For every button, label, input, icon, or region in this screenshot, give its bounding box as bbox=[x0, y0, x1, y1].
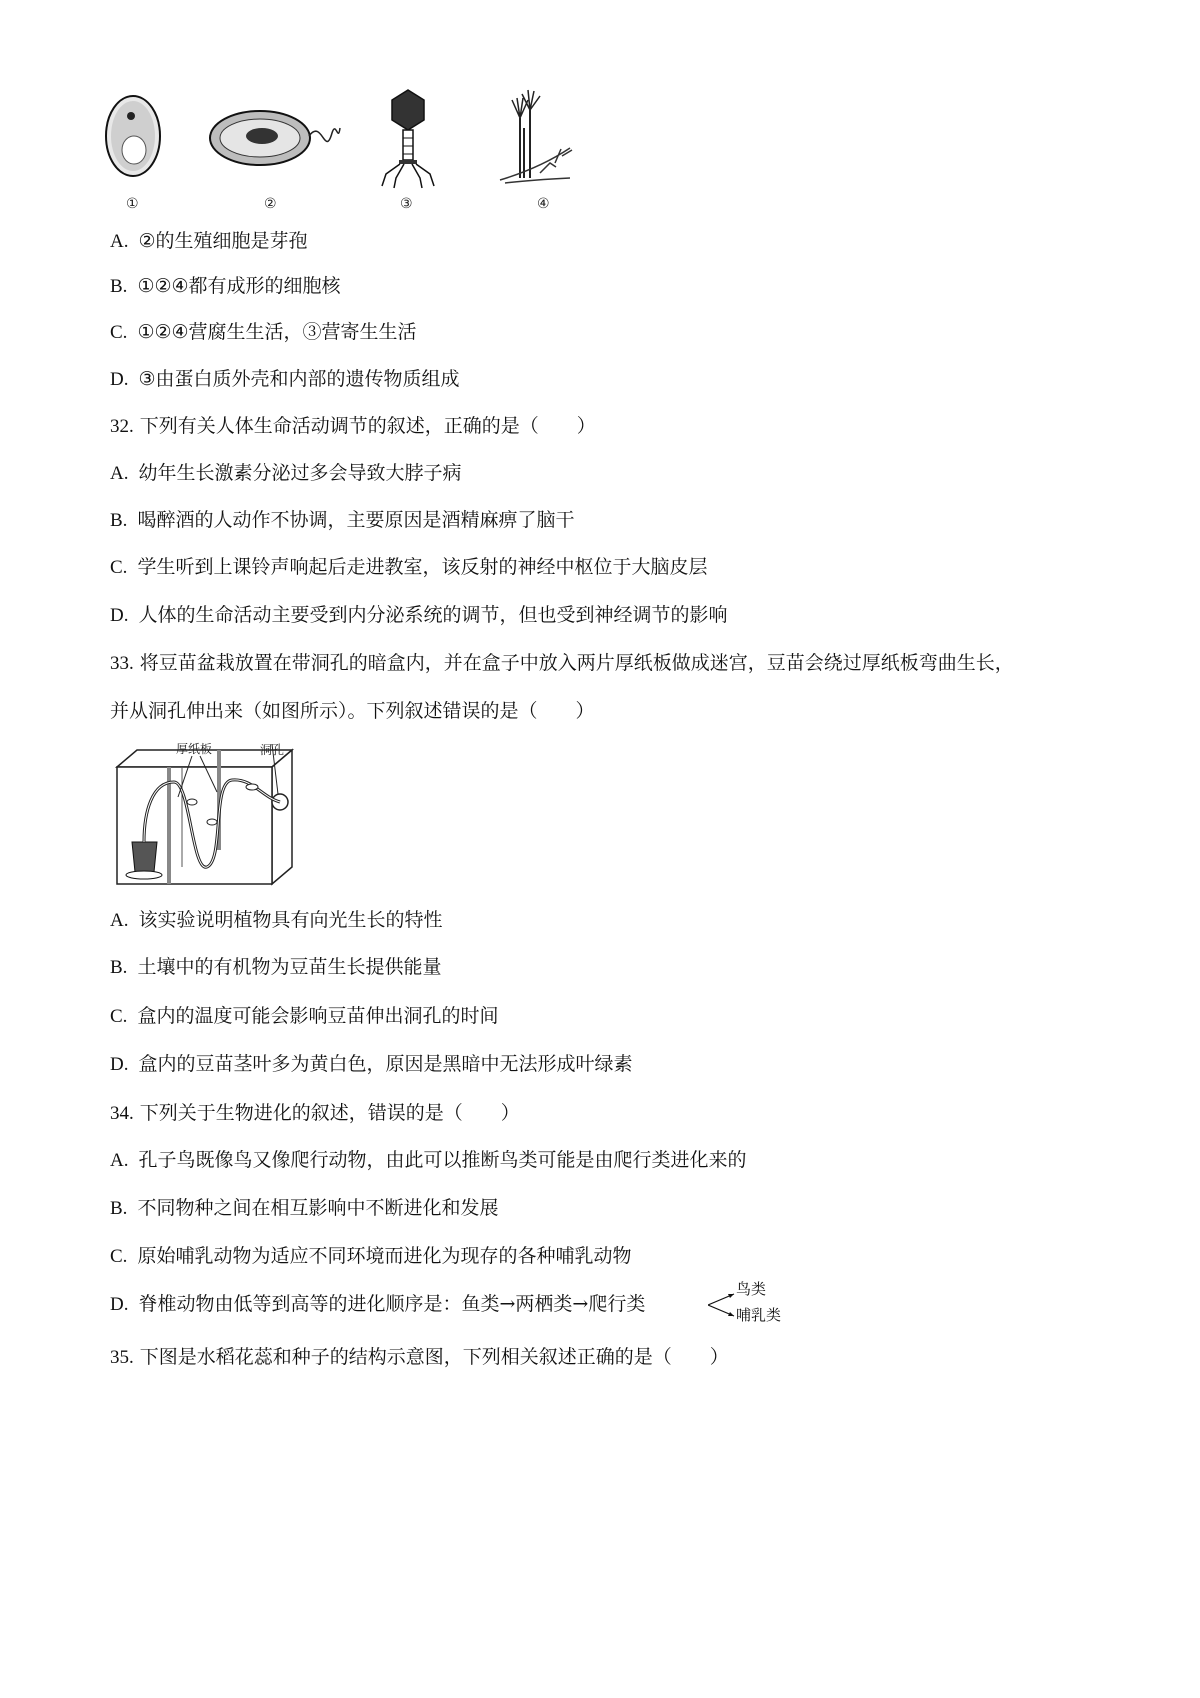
figure-label-4: ④ bbox=[537, 196, 550, 212]
q34-option-b: B. 不同物种之间在相互影响中不断进化和发展 bbox=[110, 1197, 499, 1219]
yeast-cell-image bbox=[106, 96, 160, 176]
figure-label-1: ① bbox=[126, 196, 139, 212]
q33-option-b: B. 土壤中的有机物为豆苗生长提供能量 bbox=[110, 956, 442, 978]
q33-option-c: C. 盒内的温度可能会影响豆苗伸出洞孔的时间 bbox=[110, 1005, 499, 1027]
q32-option-a: A. 幼年生长激素分泌过多会导致大脖子病 bbox=[110, 462, 462, 484]
q33-option-d: D. 盒内的豆苗茎叶多为黄白色，原因是黑暗中无法形成叶绿素 bbox=[110, 1053, 633, 1075]
q34-stem: 34. 下列关于生物进化的叙述，错误的是（ ） bbox=[110, 1102, 520, 1124]
q31-option-d: D. ③由蛋白质外壳和内部的遗传物质组成 bbox=[110, 368, 460, 390]
q33-stem-line2: 并从洞孔伸出来（如图所示）。下列叙述错误的是（ ） bbox=[110, 700, 595, 722]
evolution-branch-mammals: 哺乳类 bbox=[736, 1306, 782, 1324]
bacteriophage-image bbox=[382, 90, 434, 188]
q32-stem: 32. 下列有关人体生命活动调节的叙述，正确的是（ ） bbox=[110, 415, 596, 437]
q34-option-c: C. 原始哺乳动物为适应不同环境而进化为现存的各种哺乳动物 bbox=[110, 1245, 632, 1267]
evolution-branch-birds: 鸟类 bbox=[736, 1280, 767, 1298]
q35-stem: 35. 下图是水稻花蕊和种子的结构示意图，下列相关叙述正确的是（ ） bbox=[110, 1346, 729, 1368]
q32-option-d: D. 人体的生命活动主要受到内分泌系统的调节，但也受到神经调节的影响 bbox=[110, 604, 728, 626]
q33-option-a: A. 该实验说明植物具有向光生长的特性 bbox=[110, 909, 443, 931]
q34-option-a: A. 孔子鸟既像鸟又像爬行动物，由此可以推断鸟类可能是由爬行类进化来的 bbox=[110, 1149, 747, 1171]
figure-label-3: ③ bbox=[400, 196, 413, 212]
q32-option-b: B. 喝醉酒的人动作不协调，主要原因是酒精麻痹了脑干 bbox=[110, 509, 575, 531]
q31-option-a: A. ②的生殖细胞是芽孢 bbox=[110, 230, 308, 252]
mold-image bbox=[500, 90, 572, 183]
q33-stem-line1: 33. 将豆苗盆栽放置在带洞孔的暗盒内，并在盒子中放入两片厚纸板做成迷宫，豆苗会绕过厚纸板弯曲生长， bbox=[110, 652, 1014, 674]
cardboard-label: 厚纸板 bbox=[176, 742, 213, 756]
hole-label: 洞孔 bbox=[260, 743, 285, 757]
dark-box-figure bbox=[112, 742, 312, 892]
q34-option-d: D. 脊椎动物由低等到高等的进化顺序是：鱼类→两栖类→爬行类 bbox=[110, 1293, 646, 1315]
bacterium-image bbox=[210, 111, 340, 165]
q31-option-c: C. ①②④营腐生生活，③营寄生生活 bbox=[110, 321, 417, 343]
q32-option-c: C. 学生听到上课铃声响起后走进教室，该反射的神经中枢位于大脑皮层 bbox=[110, 556, 708, 578]
evolution-branch-arrows bbox=[708, 1288, 738, 1322]
q31-option-b: B. ①②④都有成形的细胞核 bbox=[110, 275, 341, 297]
organisms-figure bbox=[100, 88, 600, 213]
figure-label-2: ② bbox=[264, 196, 277, 212]
